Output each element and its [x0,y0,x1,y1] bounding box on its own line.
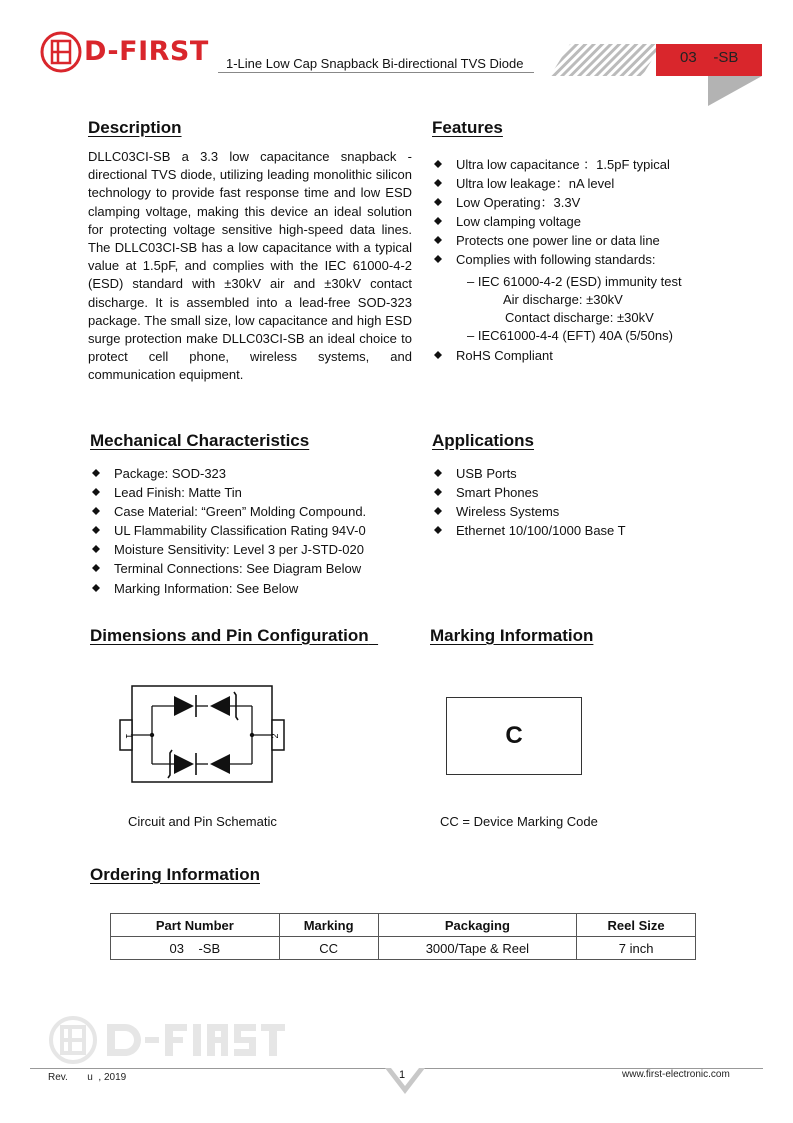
marking-caption: CC = Device Marking Code [440,814,598,829]
bullet-diamond-icon [434,236,442,244]
circuit-schematic [118,684,290,784]
table-cell: 03 -SB [111,937,280,960]
features-list-end [432,346,553,365]
bullet-diamond-icon [434,351,442,359]
bullet-diamond-icon [434,469,442,477]
list-item: Ultra low leakage：nA level [432,174,670,193]
watermark-logo [45,1010,285,1070]
page-number: 1 [399,1069,406,1081]
list-item: Protects one power line or data line [432,231,670,250]
list-item: Ethernet 10/100/1000 Base T [432,521,626,540]
bullet-diamond-icon [92,469,100,477]
bullet-diamond-icon [92,564,100,572]
list-item: Smart Phones [432,483,626,502]
features-heading: Features [432,118,503,137]
list-item: Lead Finish: Matte Tin [90,483,366,502]
list-item: USB Ports [432,464,626,483]
list-item: Wireless Systems [432,502,626,521]
marking-heading: Marking Information [430,626,594,645]
list-item: Low Operating：3.3V [432,193,670,212]
header-rule [218,72,534,73]
table-row [111,937,696,960]
bullet-diamond-icon [92,526,100,534]
pin-1-label: 1 [124,733,134,739]
applications-heading: Applications [432,431,535,450]
column-header: Marking [279,914,378,937]
marking-box [446,697,582,775]
list-item: Package: SOD-323 [90,464,366,483]
dimensions-heading: Dimensions and Pin Configuration [90,626,369,645]
list-item: Ultra low capacitance ：1.5pF typical [432,155,670,174]
bullet-diamond-icon [434,526,442,534]
list-item: RoHS Compliant [432,346,553,365]
list-item: Terminal Connections: See Diagram Below [90,559,366,578]
bullet-diamond-icon [92,584,100,592]
bullet-diamond-icon [434,198,442,206]
column-header: Packaging [378,914,577,937]
standard-subitem: – IEC61000-4-4 (EFT) 40A (5/50ns) [467,328,673,343]
brand-name: D-FIRST [84,36,209,67]
list-item: Low clamping voltage [432,212,670,231]
bullet-diamond-icon [434,507,442,515]
bullet-diamond-icon [92,488,100,496]
bullet-diamond-icon [434,488,442,496]
list-item: Marking Information: See Below [90,579,366,598]
pin-2-label: 2 [270,733,280,739]
list-item: Moisture Sensitivity: Level 3 per J-STD-020 [90,540,366,559]
table-cell: 7 inch [577,937,696,960]
table-cell: 3000/Tape & Reel [378,937,577,960]
ordering-table [110,913,696,960]
standard-subitem: Contact discharge: ±30kV [505,310,654,325]
standard-subitem: Air discharge: ±30kV [503,292,623,307]
bullet-diamond-icon [434,179,442,187]
mechanical-list [90,464,366,598]
description-text: DLLC03CI-SB a 3.3 low capacitance snapback -directional TVS diode, utilizing leading monolithic silicon technology to provide fast response time and low ESD clamping voltage, making this device an ideal solution for protecting voltage sensitive high-speed data lines. The DLLC03CI-SB has a low capacitance with a typical value at 1.5pF, and complies with the IEC 61000-4-2 (ESD) standard with ±30kV air and ±30kV contact discharge. It is assembled into a lead-free SOD-323 package. The small size, low capacitance and high ESD surge protection make DLLC03CI-SB an ideal choice to protect cell phone, wireless systems, and communication equipment. [88,149,412,383]
table-cell: CC [279,937,378,960]
list-item: Complies with following standards: [432,250,670,269]
bullet-diamond-icon [92,545,100,553]
bullet-diamond-icon [434,160,442,168]
marking-code: C [505,722,523,749]
table-header-row [111,914,696,937]
column-header: Reel Size [577,914,696,937]
bullet-diamond-icon [92,507,100,515]
column-header: Part Number [111,914,280,937]
list-item: Case Material: “Green” Molding Compound. [90,502,366,521]
standard-subitem: – IEC 61000-4-2 (ESD) immunity test [467,274,682,289]
features-list [432,155,670,270]
part-number-label: 03 -SB [680,49,739,66]
revision-date: Rev. u , 2019 [48,1072,127,1083]
bullet-diamond-icon [434,255,442,263]
description-heading: Description [88,118,182,137]
list-item: UL Flammability Classification Rating 94V-0 [90,521,366,540]
schematic-caption: Circuit and Pin Schematic [128,814,277,829]
bullet-diamond-icon [434,217,442,225]
ordering-heading: Ordering Information [90,865,260,884]
applications-list [432,464,626,540]
document-subtitle: 1-Line Low Cap Snapback Bi-directional TVS Diode [226,56,524,71]
website-url: www.first-electronic.com [622,1069,730,1080]
mechanical-heading: Mechanical Characteristics [90,431,310,450]
